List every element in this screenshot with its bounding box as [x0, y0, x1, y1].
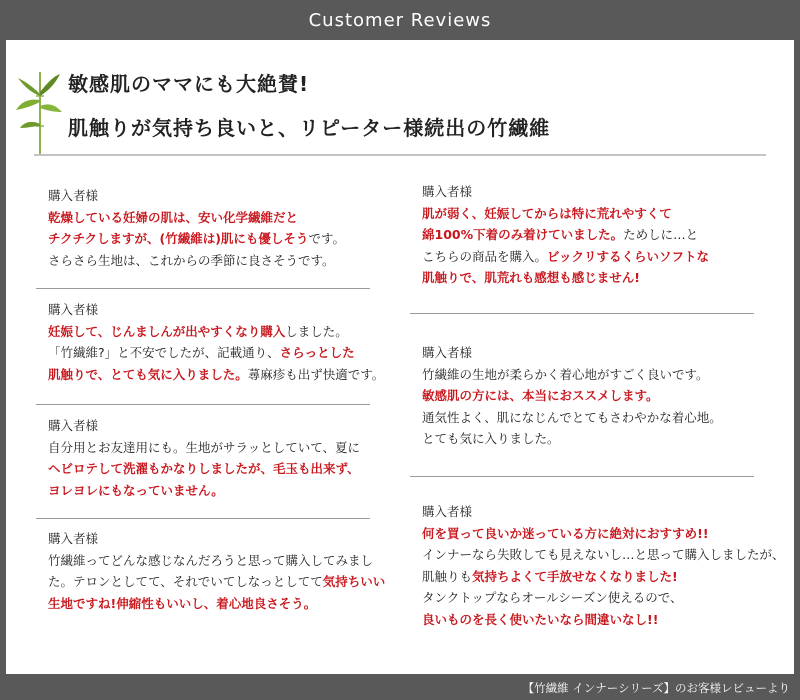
- review-text-line: [48, 571, 385, 593]
- review-text: さらさら生地は、これからの季節に良さそうです。: [48, 252, 335, 268]
- review-author: 購入者様: [48, 188, 99, 203]
- page-header: [0, 0, 800, 40]
- review-highlight-text: 生地ですね!伸縮性もいいし、着心地良さそう。: [48, 595, 317, 611]
- review-highlight-text: 肌触りで、とても気に入りました。: [48, 366, 248, 382]
- review-text-line: [422, 566, 785, 588]
- review-text-line: [422, 407, 722, 429]
- review-card-7: [422, 501, 785, 630]
- review-author: 購入者様: [422, 184, 473, 199]
- review-text-line: [48, 593, 385, 615]
- review-author: 購入者様: [422, 504, 473, 519]
- footer-caption: 【竹繊維 インナーシリーズ】のお客様レビューより: [522, 681, 790, 695]
- review-highlight-text: 肌が弱く、妊娠してからは特に荒れやすくて: [422, 205, 672, 221]
- review-highlight-text: ビックリするくらいソフトな: [547, 248, 710, 264]
- review-highlight-text: ヘビロテして洗濯もかなりしましたが、毛玉も出来ず、: [48, 461, 360, 476]
- review-divider: [410, 313, 754, 314]
- review-text: 自分用とお友達用にも。生地がサラッとしていて、夏に: [48, 439, 361, 455]
- review-text-line: [422, 428, 722, 450]
- review-highlight-text: ヨレヨレにもなっていません。: [48, 482, 224, 498]
- review-text-line: [48, 250, 345, 272]
- review-text: しました。: [285, 323, 348, 339]
- review-text-line: [48, 228, 345, 250]
- review-text-line: [422, 246, 709, 268]
- review-text: 竹繊維の生地が柔らかく着心地がすごく良いです。: [422, 366, 709, 382]
- review-highlight-text: 良いものを長く使いたいなら間違いなし!!: [422, 611, 659, 627]
- headline-line-1: 敏感肌のママにも大絶賛!: [68, 72, 310, 96]
- review-highlight-text: 何を買って良いか迷っている方に絶対におすすめ!!: [422, 525, 709, 541]
- review-text: 「竹繊維?」と不安でしたが、記載通り、: [48, 345, 280, 360]
- review-highlight-text: さらっとした: [279, 345, 355, 360]
- review-highlight-text: チクチクしますが、(竹繊維は)肌にも優しそう: [48, 231, 309, 246]
- review-highlight-text: 気持ちいい: [322, 574, 386, 589]
- review-text-line: [48, 458, 360, 480]
- review-card-2: [48, 299, 384, 385]
- review-text: 肌触りも: [422, 568, 473, 584]
- review-text-line: [48, 550, 385, 572]
- header-title: Customer Reviews: [308, 10, 492, 31]
- headline-line-2: 肌触りが気持ち良いと、リピーター様続出の竹繊維: [68, 116, 551, 140]
- review-card-4: [48, 528, 385, 614]
- review-author: 購入者様: [48, 531, 99, 546]
- review-text: インナーなら失敗しても見えないし…と思って購入しましたが、: [422, 547, 785, 562]
- review-text: た。テロンとしてて、それでいてしなっとしてて: [48, 574, 323, 589]
- review-text-line: [422, 609, 785, 631]
- review-text-line: [422, 523, 785, 545]
- bamboo-leaf-icon: [16, 66, 62, 156]
- headline-divider: [34, 154, 766, 156]
- review-text-line: [48, 207, 345, 229]
- review-highlight-text: 乾燥している妊婦の肌は、安い化学繊維だと: [48, 209, 299, 225]
- review-text-line: [48, 342, 384, 364]
- review-text-line: [422, 203, 709, 225]
- review-highlight-text: 妊娠して、じんましんが出やすくなり購入: [48, 323, 286, 339]
- review-text: です。: [308, 231, 345, 246]
- review-card-1: [48, 185, 345, 271]
- review-panel: [6, 40, 794, 674]
- review-text: とても気に入りました。: [422, 431, 560, 446]
- review-text-line: [48, 437, 360, 459]
- review-text-line: [48, 321, 384, 343]
- review-author: 購入者様: [48, 418, 99, 433]
- review-text: タンクトップならオールシーズン使えるので、: [422, 590, 683, 605]
- review-text: 通気性よく、肌になじんでとてもさわやかな着心地。: [422, 409, 722, 425]
- review-card-3: [48, 415, 360, 501]
- review-card-6: [422, 342, 722, 450]
- review-divider: [36, 404, 370, 405]
- review-text: 竹繊維ってどんな感じなんだろうと思って購入してみまし: [48, 552, 374, 568]
- review-highlight-text: 気持ちよくて手放せなくなりました!: [472, 568, 678, 584]
- review-author: 購入者様: [48, 302, 99, 317]
- review-text-line: [422, 364, 722, 386]
- review-text-line: [422, 224, 709, 246]
- review-highlight-text: 肌触りで、肌荒れも感想も感じません!: [422, 270, 640, 285]
- review-text-line: [422, 385, 722, 407]
- review-author: 購入者様: [422, 345, 473, 360]
- review-card-5: [422, 181, 709, 289]
- review-text: 蕁麻疹も出ず快適です。: [247, 366, 385, 382]
- review-text: ためしに…と: [623, 227, 699, 242]
- review-text-line: [422, 267, 709, 289]
- review-text-line: [422, 587, 785, 609]
- review-divider: [410, 476, 754, 477]
- review-text: こちらの商品を購入。: [422, 248, 548, 264]
- review-text-line: [48, 364, 384, 386]
- review-highlight-text: 綿100%下着のみ着けていました。: [422, 227, 624, 242]
- review-divider: [36, 518, 370, 519]
- review-highlight-text: 敏感肌の方には、本当におススメします。: [422, 388, 659, 403]
- review-divider: [36, 288, 370, 289]
- review-text-line: [422, 544, 785, 566]
- review-text-line: [48, 480, 360, 502]
